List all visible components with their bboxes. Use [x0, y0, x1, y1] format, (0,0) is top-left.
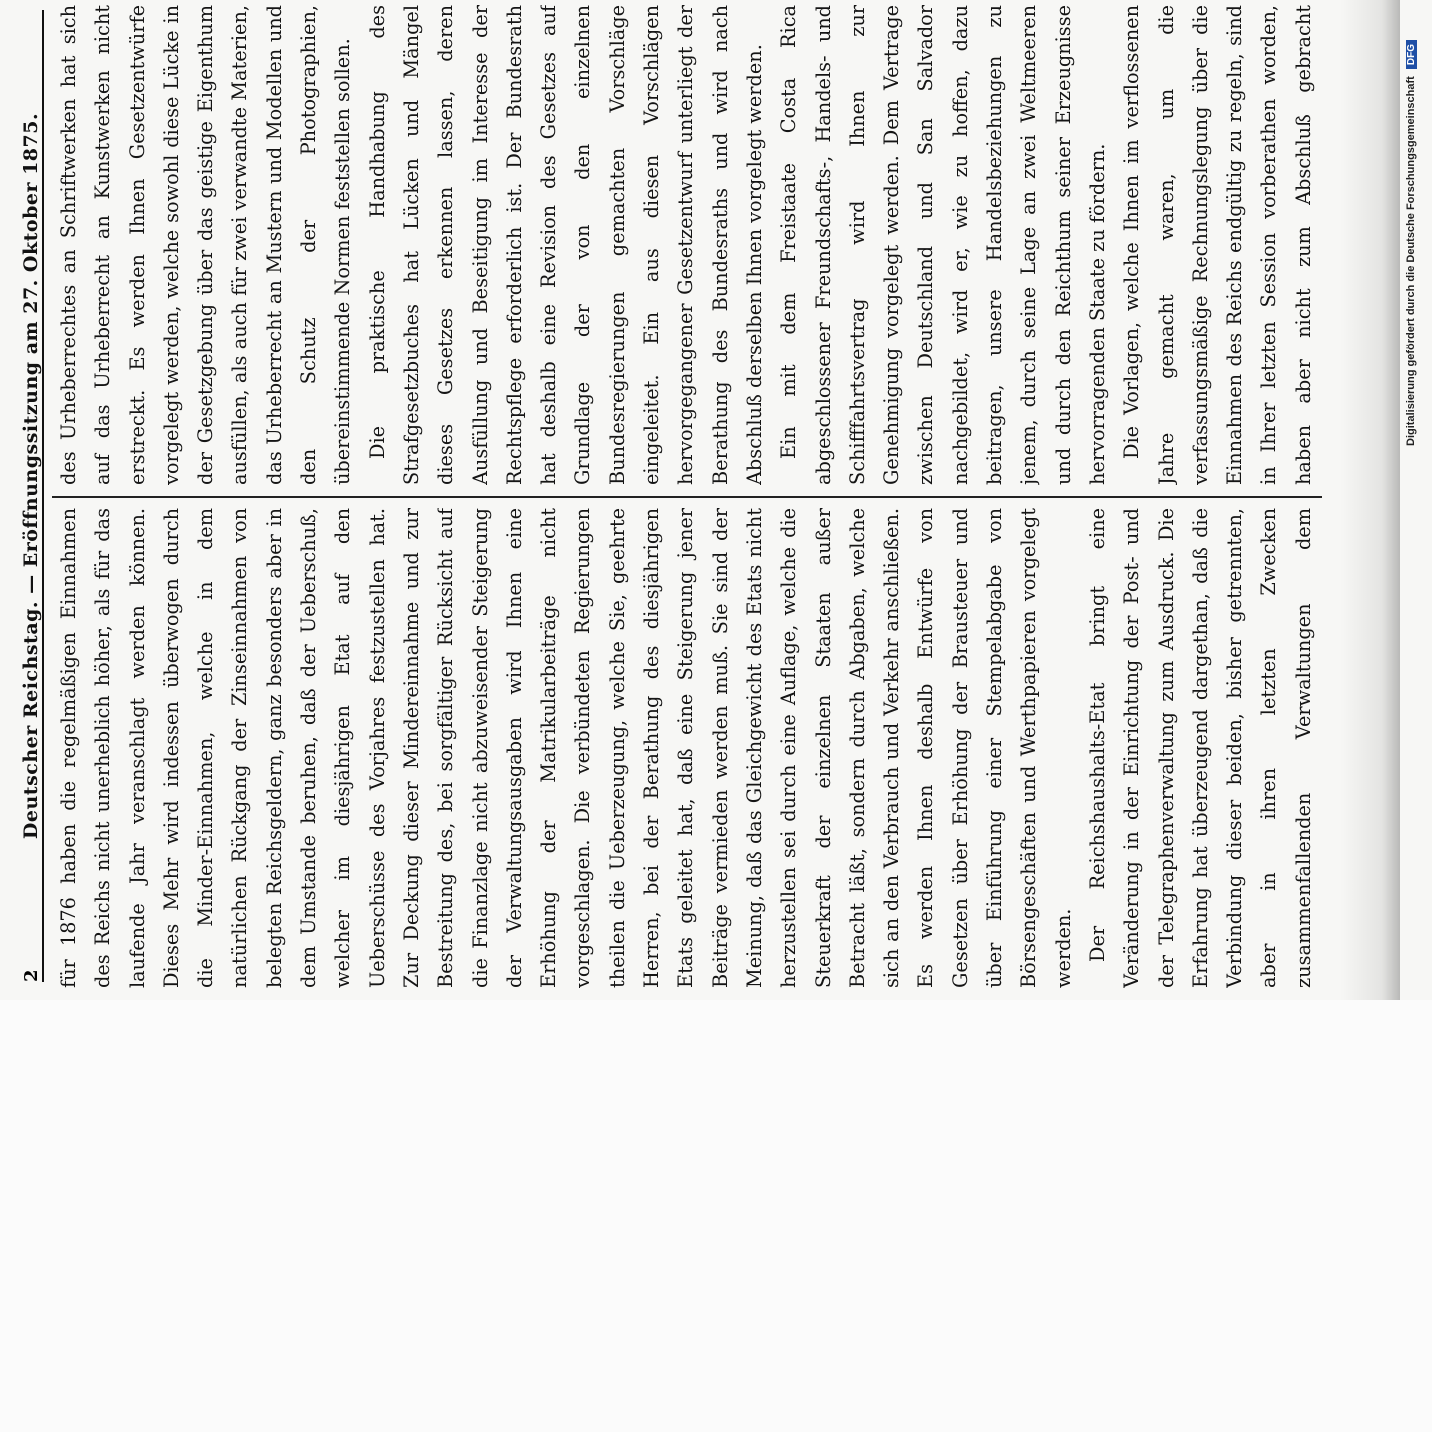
paragraph: Die Vorlagen, welche Ihnen im verflossenen Jahre gemacht waren, um die verfassungsmäßige Rechnungslegung über die Einnahmen des Reichs endgültig zu regeln, sind in Ihrer letzten Session vorberathen worden, haben aber nicht zum Abschluß gebracht [1120, 5, 1315, 485]
credit-text: Digitalisierung gefördert durch die Deutsche Forschungsgemeinschaft [1405, 76, 1417, 446]
dfg-badge: DFG [1406, 40, 1417, 69]
left-column [52, 508, 1322, 988]
paragraph: Die praktische Handhabung des Strafgesetzbuches hat Lücken und Mängel dieses Gesetzes erkennen lassen, deren Ausfüllung und Beseitigung im Interesse der Rechtspflege erforderlich ist. Der Bundesrath hat deshalb eine Revision des Gesetzes auf Grundlage der von den einzelnen Bundesregierungen gemachten Vorschläge eingeleitet. Ein aus diesen Vorschlägen hervorgegangener Gesetzentwurf unterliegt der Berathung des Bundesraths und wird nach Abschluß derselben Ihnen vorgelegt werden. [365, 5, 766, 485]
page-title: Deutscher Reichstag. — Eröffnungssitzung am 27. Oktober 1875. [20, 112, 42, 840]
paragraph: des Urheberrechtes an Schriftwerken hat sich auf das Urheberrecht an Kunstwerken nicht erstreckt. Es werden Ihnen Gesetzentwürfe vorgelegt werden, welche sowohl diese Lücke in der Gesetzgebung über das geistige Eigenthum ausfüllen, als auch für zwei verwandte Materien, das Urheberrecht an Mustern und Modellen und den Schutz der Photographien, übereinstimmende Normen feststellen sollen. [57, 5, 355, 485]
page-number: 2 [21, 969, 42, 982]
paragraph: für 1876 haben die regelmäßigen Einnahmen des Reichs nicht unerheblich höher, als für das laufende Jahr veranschlagt werden können. Dieses Mehr wird indessen überwogen durch die Minder-Einnahmen, welche in dem natürlichen Rückgang der Zinseinnahmen von belegten Reichsgeldern, ganz besonders aber in dem Umstande beruhen, daß der Ueberschuß, welcher im diesjährigen Etat auf den Ueberschüsse des Vorjahres festzustellen hat. Zur Deckung dieser Mindereinnahme und zur Bestreitung des, bei sorgfältiger Rücksicht auf die Finanzlage nicht abzuweisender Steigerung der Verwaltungsausgaben wird Ihnen eine Erhöhung der Matrikularbeiträge nicht vorgeschlagen. Die verbündeten Regierungen theilen die Ueberzeugung, welche Sie, geehrte Herren, bei der Berathung des diesjährigen Etats geleitet hat, daß eine Steigerung jener Beiträge vermieden werden muß. Sie sind der Meinung, daß das Gleichgewicht des Etats nicht herzustellen sei durch eine Auflage, welche die Steuerkraft der einzelnen Staaten außer Betracht läßt, sondern durch Abgaben, welche sich an den Verbrauch und Verkehr anschließen. Es werden Ihnen deshalb Entwürfe von Gesetzen über Erhöhung der Brausteuer und über Einführung einer Stempelabgabe von Börsengeschäften und Werthpapieren vorgelegt werden. [57, 508, 1075, 988]
page-header [2, 10, 44, 982]
digitization-credit [1405, 40, 1425, 960]
paragraph: Der Reichshaushalts-Etat bringt eine Veränderung in der Einrichtung der Post- und der Telegraphenverwaltung zum Ausdruck. Die Erfahrung hat überzeugend dargethan, daß die Verbindung dieser beiden, bisher getrennten, aber in ihren letzten Zwecken zusammenfallenden Verwaltungen dem [1085, 508, 1315, 988]
paragraph: Ein mit dem Freistaate Costa Rica abgeschlossener Freundschafts-, Handels- und Schifffahrtsvertrag wird Ihnen zur Genehmigung vorgelegt werden. Dem Vertrage zwischen Deutschland und San Salvador nachgebildet, wird er, wie zu hoffen, dazu beitragen, unsere Handelsbeziehungen zu jenem, durch seine Lage an zwei Weltmeeren und durch den Reichthum seiner Erzeugnisse hervorragenden Staate zu fördern. [777, 5, 1109, 485]
column-divider [52, 497, 1322, 499]
right-column [52, 5, 1322, 485]
scan-edge-shadow [1340, 0, 1400, 1000]
